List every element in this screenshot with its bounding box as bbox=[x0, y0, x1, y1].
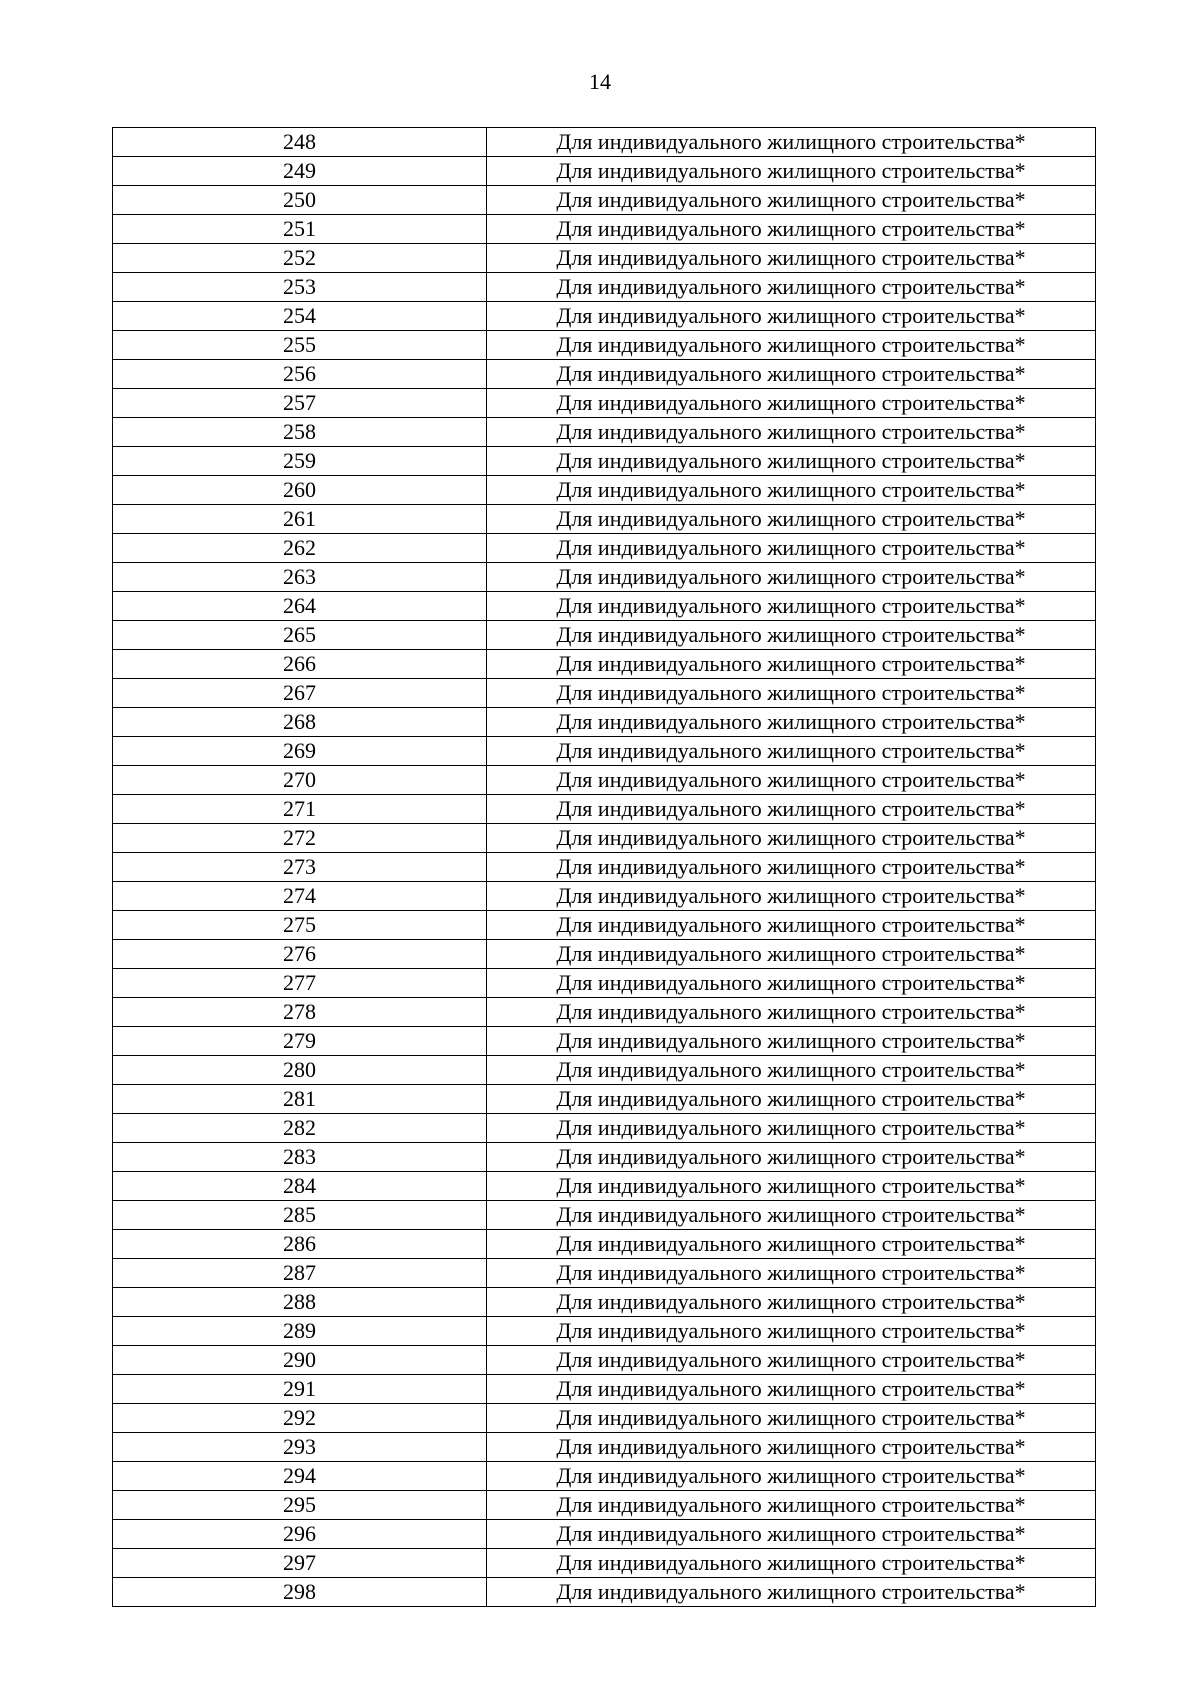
land-use-purpose-cell: Для индивидуального жилищного строительства* bbox=[487, 1317, 1096, 1346]
table-row bbox=[113, 1143, 1096, 1172]
row-number-cell: 255 bbox=[113, 331, 487, 360]
land-use-purpose-cell: Для индивидуального жилищного строительства* bbox=[487, 505, 1096, 534]
table-row bbox=[113, 302, 1096, 331]
land-use-purpose-cell: Для индивидуального жилищного строительства* bbox=[487, 1433, 1096, 1462]
row-number-cell: 290 bbox=[113, 1346, 487, 1375]
land-use-purpose-cell: Для индивидуального жилищного строительства* bbox=[487, 1201, 1096, 1230]
land-use-purpose-cell: Для индивидуального жилищного строительства* bbox=[487, 534, 1096, 563]
row-number-cell: 277 bbox=[113, 969, 487, 998]
row-number-cell: 292 bbox=[113, 1404, 487, 1433]
table-row bbox=[113, 592, 1096, 621]
land-use-purpose-cell: Для индивидуального жилищного строительства* bbox=[487, 1288, 1096, 1317]
table-row bbox=[113, 215, 1096, 244]
table-row bbox=[113, 679, 1096, 708]
table-row bbox=[113, 447, 1096, 476]
table-row bbox=[113, 563, 1096, 592]
land-use-purpose-cell: Для индивидуального жилищного строительства* bbox=[487, 186, 1096, 215]
land-use-purpose-cell: Для индивидуального жилищного строительства* bbox=[487, 360, 1096, 389]
table-row bbox=[113, 1549, 1096, 1578]
land-use-purpose-cell: Для индивидуального жилищного строительства* bbox=[487, 1462, 1096, 1491]
land-use-purpose-cell: Для индивидуального жилищного строительства* bbox=[487, 273, 1096, 302]
table-row bbox=[113, 1433, 1096, 1462]
row-number-cell: 261 bbox=[113, 505, 487, 534]
row-number-cell: 252 bbox=[113, 244, 487, 273]
row-number-cell: 272 bbox=[113, 824, 487, 853]
row-number-cell: 253 bbox=[113, 273, 487, 302]
land-use-purpose-cell: Для индивидуального жилищного строительства* bbox=[487, 1230, 1096, 1259]
row-number-cell: 287 bbox=[113, 1259, 487, 1288]
land-use-purpose-cell: Для индивидуального жилищного строительства* bbox=[487, 766, 1096, 795]
row-number-cell: 288 bbox=[113, 1288, 487, 1317]
row-number-cell: 275 bbox=[113, 911, 487, 940]
row-number-cell: 282 bbox=[113, 1114, 487, 1143]
row-number-cell: 296 bbox=[113, 1520, 487, 1549]
table-row bbox=[113, 882, 1096, 911]
land-use-purpose-cell: Для индивидуального жилищного строительства* bbox=[487, 853, 1096, 882]
table-row bbox=[113, 795, 1096, 824]
land-use-purpose-cell: Для индивидуального жилищного строительства* bbox=[487, 1578, 1096, 1607]
table-row bbox=[113, 1491, 1096, 1520]
row-number-cell: 285 bbox=[113, 1201, 487, 1230]
land-use-purpose-cell: Для индивидуального жилищного строительства* bbox=[487, 882, 1096, 911]
table-row bbox=[113, 1404, 1096, 1433]
row-number-cell: 298 bbox=[113, 1578, 487, 1607]
land-use-purpose-cell: Для индивидуального жилищного строительства* bbox=[487, 128, 1096, 157]
land-use-purpose-cell: Для индивидуального жилищного строительства* bbox=[487, 389, 1096, 418]
row-number-cell: 286 bbox=[113, 1230, 487, 1259]
table-row bbox=[113, 505, 1096, 534]
row-number-cell: 274 bbox=[113, 882, 487, 911]
land-use-purpose-cell: Для индивидуального жилищного строительства* bbox=[487, 824, 1096, 853]
row-number-cell: 248 bbox=[113, 128, 487, 157]
row-number-cell: 297 bbox=[113, 1549, 487, 1578]
table-row bbox=[113, 1462, 1096, 1491]
table-row bbox=[113, 1056, 1096, 1085]
row-number-cell: 289 bbox=[113, 1317, 487, 1346]
land-use-purpose-cell: Для индивидуального жилищного строительства* bbox=[487, 1085, 1096, 1114]
land-use-purpose-cell: Для индивидуального жилищного строительства* bbox=[487, 1491, 1096, 1520]
table-row bbox=[113, 389, 1096, 418]
table-row bbox=[113, 1114, 1096, 1143]
land-use-purpose-cell: Для индивидуального жилищного строительства* bbox=[487, 998, 1096, 1027]
table-row bbox=[113, 940, 1096, 969]
page-number: 14 bbox=[589, 69, 611, 94]
land-use-purpose-cell: Для индивидуального жилищного строительства* bbox=[487, 1143, 1096, 1172]
land-use-purpose-cell: Для индивидуального жилищного строительства* bbox=[487, 447, 1096, 476]
row-number-cell: 251 bbox=[113, 215, 487, 244]
row-number-cell: 291 bbox=[113, 1375, 487, 1404]
land-use-purpose-cell: Для индивидуального жилищного строительства* bbox=[487, 1404, 1096, 1433]
table-row bbox=[113, 534, 1096, 563]
land-use-purpose-cell: Для индивидуального жилищного строительства* bbox=[487, 969, 1096, 998]
table-row bbox=[113, 418, 1096, 447]
table-row bbox=[113, 737, 1096, 766]
row-number-cell: 295 bbox=[113, 1491, 487, 1520]
row-number-cell: 262 bbox=[113, 534, 487, 563]
row-number-cell: 257 bbox=[113, 389, 487, 418]
table-row bbox=[113, 244, 1096, 273]
row-number-cell: 269 bbox=[113, 737, 487, 766]
row-number-cell: 250 bbox=[113, 186, 487, 215]
table-row bbox=[113, 1578, 1096, 1607]
land-use-purpose-cell: Для индивидуального жилищного строительства* bbox=[487, 331, 1096, 360]
row-number-cell: 268 bbox=[113, 708, 487, 737]
row-number-cell: 256 bbox=[113, 360, 487, 389]
land-use-purpose-cell: Для индивидуального жилищного строительства* bbox=[487, 157, 1096, 186]
table-row bbox=[113, 1172, 1096, 1201]
table-row bbox=[113, 128, 1096, 157]
row-number-cell: 273 bbox=[113, 853, 487, 882]
row-number-cell: 266 bbox=[113, 650, 487, 679]
table-row bbox=[113, 911, 1096, 940]
land-use-purpose-cell: Для индивидуального жилищного строительства* bbox=[487, 1549, 1096, 1578]
table-body bbox=[113, 128, 1096, 1607]
land-use-purpose-cell: Для индивидуального жилищного строительства* bbox=[487, 1027, 1096, 1056]
land-use-purpose-cell: Для индивидуального жилищного строительства* bbox=[487, 1056, 1096, 1085]
land-use-purpose-cell: Для индивидуального жилищного строительства* bbox=[487, 1259, 1096, 1288]
land-use-purpose-cell: Для индивидуального жилищного строительства* bbox=[487, 621, 1096, 650]
land-use-purpose-cell: Для индивидуального жилищного строительства* bbox=[487, 1520, 1096, 1549]
table-row bbox=[113, 766, 1096, 795]
table-row bbox=[113, 1201, 1096, 1230]
table-row bbox=[113, 1317, 1096, 1346]
land-use-purpose-cell: Для индивидуального жилищного строительства* bbox=[487, 1172, 1096, 1201]
land-use-purpose-cell: Для индивидуального жилищного строительства* bbox=[487, 911, 1096, 940]
row-number-cell: 293 bbox=[113, 1433, 487, 1462]
row-number-cell: 260 bbox=[113, 476, 487, 505]
land-use-purpose-cell: Для индивидуального жилищного строительства* bbox=[487, 418, 1096, 447]
table-row bbox=[113, 621, 1096, 650]
land-use-purpose-cell: Для индивидуального жилищного строительства* bbox=[487, 1346, 1096, 1375]
land-plots-table bbox=[112, 127, 1096, 1607]
land-use-purpose-cell: Для индивидуального жилищного строительства* bbox=[487, 679, 1096, 708]
row-number-cell: 249 bbox=[113, 157, 487, 186]
row-number-cell: 278 bbox=[113, 998, 487, 1027]
land-use-purpose-cell: Для индивидуального жилищного строительства* bbox=[487, 737, 1096, 766]
land-use-purpose-cell: Для индивидуального жилищного строительства* bbox=[487, 592, 1096, 621]
table-row bbox=[113, 1259, 1096, 1288]
table-row bbox=[113, 1027, 1096, 1056]
land-use-purpose-cell: Для индивидуального жилищного строительства* bbox=[487, 302, 1096, 331]
row-number-cell: 281 bbox=[113, 1085, 487, 1114]
table-row bbox=[113, 1085, 1096, 1114]
row-number-cell: 276 bbox=[113, 940, 487, 969]
row-number-cell: 265 bbox=[113, 621, 487, 650]
row-number-cell: 294 bbox=[113, 1462, 487, 1491]
table-row bbox=[113, 824, 1096, 853]
land-use-purpose-cell: Для индивидуального жилищного строительства* bbox=[487, 476, 1096, 505]
row-number-cell: 280 bbox=[113, 1056, 487, 1085]
row-number-cell: 267 bbox=[113, 679, 487, 708]
land-use-purpose-cell: Для индивидуального жилищного строительства* bbox=[487, 215, 1096, 244]
land-use-purpose-cell: Для индивидуального жилищного строительства* bbox=[487, 940, 1096, 969]
table-row bbox=[113, 1520, 1096, 1549]
land-use-purpose-cell: Для индивидуального жилищного строительства* bbox=[487, 650, 1096, 679]
table-row bbox=[113, 853, 1096, 882]
land-use-purpose-cell: Для индивидуального жилищного строительства* bbox=[487, 244, 1096, 273]
row-number-cell: 284 bbox=[113, 1172, 487, 1201]
land-use-purpose-cell: Для индивидуального жилищного строительства* bbox=[487, 1375, 1096, 1404]
table-row bbox=[113, 476, 1096, 505]
land-use-purpose-cell: Для индивидуального жилищного строительства* bbox=[487, 708, 1096, 737]
table-row bbox=[113, 708, 1096, 737]
row-number-cell: 283 bbox=[113, 1143, 487, 1172]
table-row bbox=[113, 360, 1096, 389]
table-row bbox=[113, 650, 1096, 679]
row-number-cell: 259 bbox=[113, 447, 487, 476]
table-row bbox=[113, 1288, 1096, 1317]
table-row bbox=[113, 157, 1096, 186]
table-row bbox=[113, 998, 1096, 1027]
row-number-cell: 279 bbox=[113, 1027, 487, 1056]
land-use-purpose-cell: Для индивидуального жилищного строительства* bbox=[487, 795, 1096, 824]
table-row bbox=[113, 273, 1096, 302]
table-row bbox=[113, 1230, 1096, 1259]
row-number-cell: 271 bbox=[113, 795, 487, 824]
table-row bbox=[113, 331, 1096, 360]
table-row bbox=[113, 1375, 1096, 1404]
land-use-purpose-cell: Для индивидуального жилищного строительства* bbox=[487, 1114, 1096, 1143]
table-row bbox=[113, 969, 1096, 998]
row-number-cell: 270 bbox=[113, 766, 487, 795]
row-number-cell: 264 bbox=[113, 592, 487, 621]
table-row bbox=[113, 186, 1096, 215]
row-number-cell: 254 bbox=[113, 302, 487, 331]
table-row bbox=[113, 1346, 1096, 1375]
row-number-cell: 258 bbox=[113, 418, 487, 447]
land-use-purpose-cell: Для индивидуального жилищного строительства* bbox=[487, 563, 1096, 592]
row-number-cell: 263 bbox=[113, 563, 487, 592]
